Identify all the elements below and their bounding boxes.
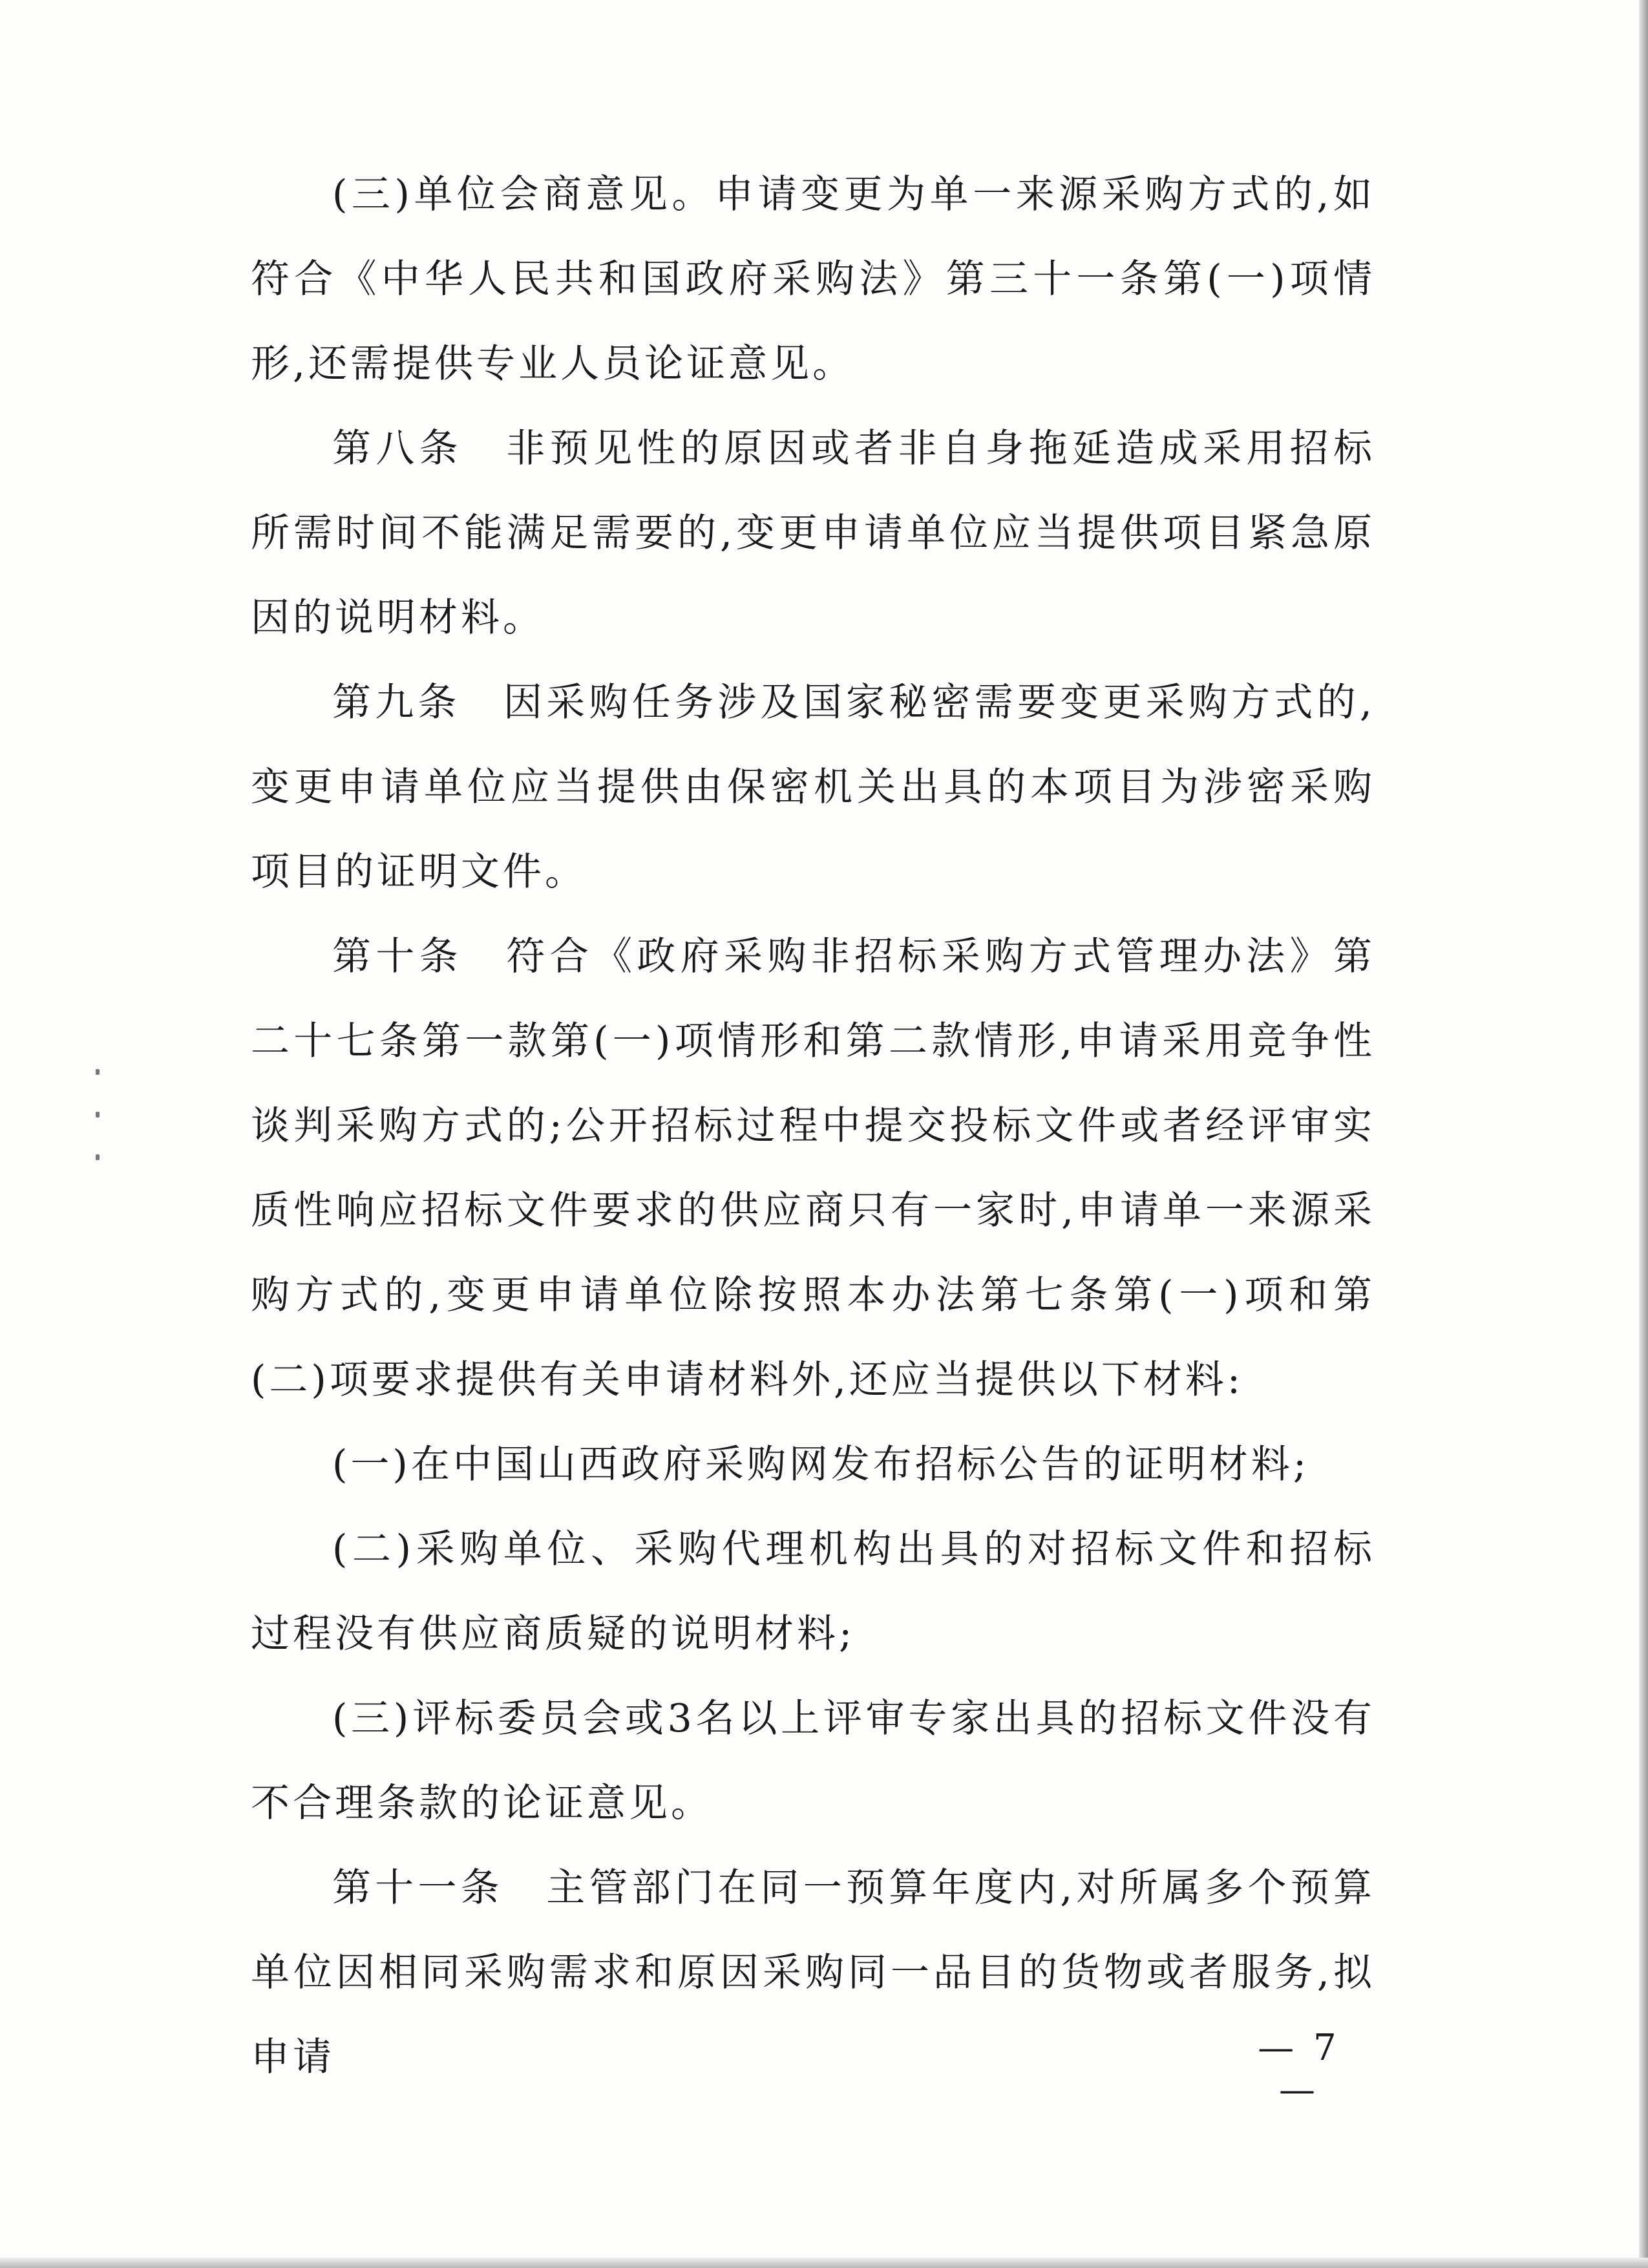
scan-edge-right [1639,0,1648,2268]
paragraph-article-9: 第九条 因采购任务涉及国家秘密需要变更采购方式的,变更申请单位应当提供由保密机关出具的本项目为涉密采购项目的证明文件。 [251,680,1375,895]
paragraph-article-10: 第十条 符合《政府采购非招标采购方式管理办法》第二十七条第一款第(一)项情形和第二款情形,申请采用竞争性谈判采购方式的;公开招标过程中提交投标文件或者经评审实质性响应招标文件要求的供应商只有一家时,申请单一来源采购方式的,变更申请单位除按照本办法第七条第(一)项和第(二)项要求提供有关申请材料外,还应当提供以下材料: [251,934,1375,1403]
paragraph-article-10-item-3: (三)评标委员会或3名以上评审专家出具的招标文件没有不合理条款的论证意见。 [251,1696,1375,1826]
paragraph-item-3-consultation: (三)单位会商意见。申请变更为单一来源采购方式的,如符合《中华人民共和国政府采购法》第三十一条第(一)项情形,还需提供专业人员论证意见。 [251,172,1375,387]
scan-edge-bottom [0,2258,1648,2268]
paragraph-article-8: 第八条 非预见性的原因或者非自身拖延造成采用招标所需时间不能满足需要的,变更申请单位应当提供项目紧急原因的说明材料。 [251,426,1375,641]
paragraph-article-10-item-1: (一)在中国山西政府采购网发布招标公告的证明材料; [332,1442,1310,1487]
body-text [251,153,1375,2100]
binding-hole-mark [96,1069,100,1075]
page-number: — 7 — [1258,2027,1340,2111]
paragraph-article-11: 第十一条 主管部门在同一预算年度内,对所属多个预算单位因相同采购需求和原因采购同一品目的货物或者服务,拟申请 [251,1865,1375,2080]
binding-hole-mark [96,1154,100,1160]
binding-hole-mark [96,1112,100,1118]
paragraph-article-10-item-2: (二)采购单位、采购代理机构出具的对招标文件和招标过程没有供应商质疑的说明材料; [251,1527,1375,1657]
